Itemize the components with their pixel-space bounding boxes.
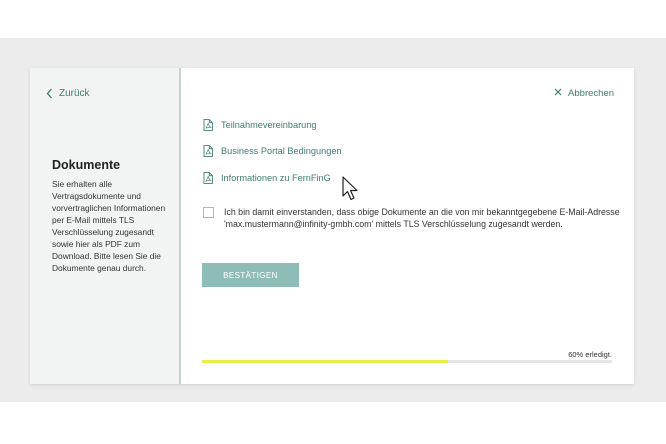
main-panel (181, 68, 634, 384)
cancel-label: Abbrechen (568, 88, 614, 99)
document-link-label: Teilnahmevereinbarung (221, 119, 317, 130)
document-link-label: Business Portal Bedingungen (221, 146, 342, 156)
pdf-document-icon (203, 145, 213, 157)
close-icon (554, 88, 562, 99)
section-title: Dokumente (52, 158, 121, 172)
document-dialog (30, 68, 634, 384)
document-list (203, 118, 342, 198)
progress-label: 60% erledigt. (568, 350, 612, 359)
sidebar (30, 68, 181, 384)
progress-bar (202, 360, 612, 363)
back-button[interactable] (46, 88, 90, 99)
consent-checkbox[interactable] (203, 207, 214, 218)
chevron-left-icon (46, 88, 53, 99)
pdf-document-icon (203, 172, 213, 184)
section-description: Sie erhalten alle Vertragsdokumente und vorvertraglichen Informationen per E-Mail mittels TLS Verschlüsselung zugesandt sowie hier als PDF zum Download. Bitte lesen Sie die Dokumente genau durch. (52, 179, 166, 273)
back-label: Zurück (59, 88, 90, 99)
cancel-button[interactable] (554, 88, 614, 99)
document-link-label: Informationen zu FernFinG (221, 172, 331, 183)
confirm-button[interactable]: BESTÄTIGEN (202, 263, 299, 287)
progress-bar-fill (202, 360, 448, 363)
mouse-cursor-icon (342, 176, 362, 207)
consent-text: Ich bin damit einverstanden, dass obige Dokumente an die von mir bekanntgegebene E-Mail-Adresse 'max.mustermann@infinity-gmbh.com' mittels TLS Verschlüsselung zugesandt werden. (224, 207, 620, 229)
document-link-fernfing[interactable] (203, 171, 342, 184)
pdf-document-icon (203, 119, 213, 131)
document-link-business-portal[interactable] (203, 145, 342, 158)
document-link-teilnahmevereinbarung[interactable] (203, 118, 342, 131)
